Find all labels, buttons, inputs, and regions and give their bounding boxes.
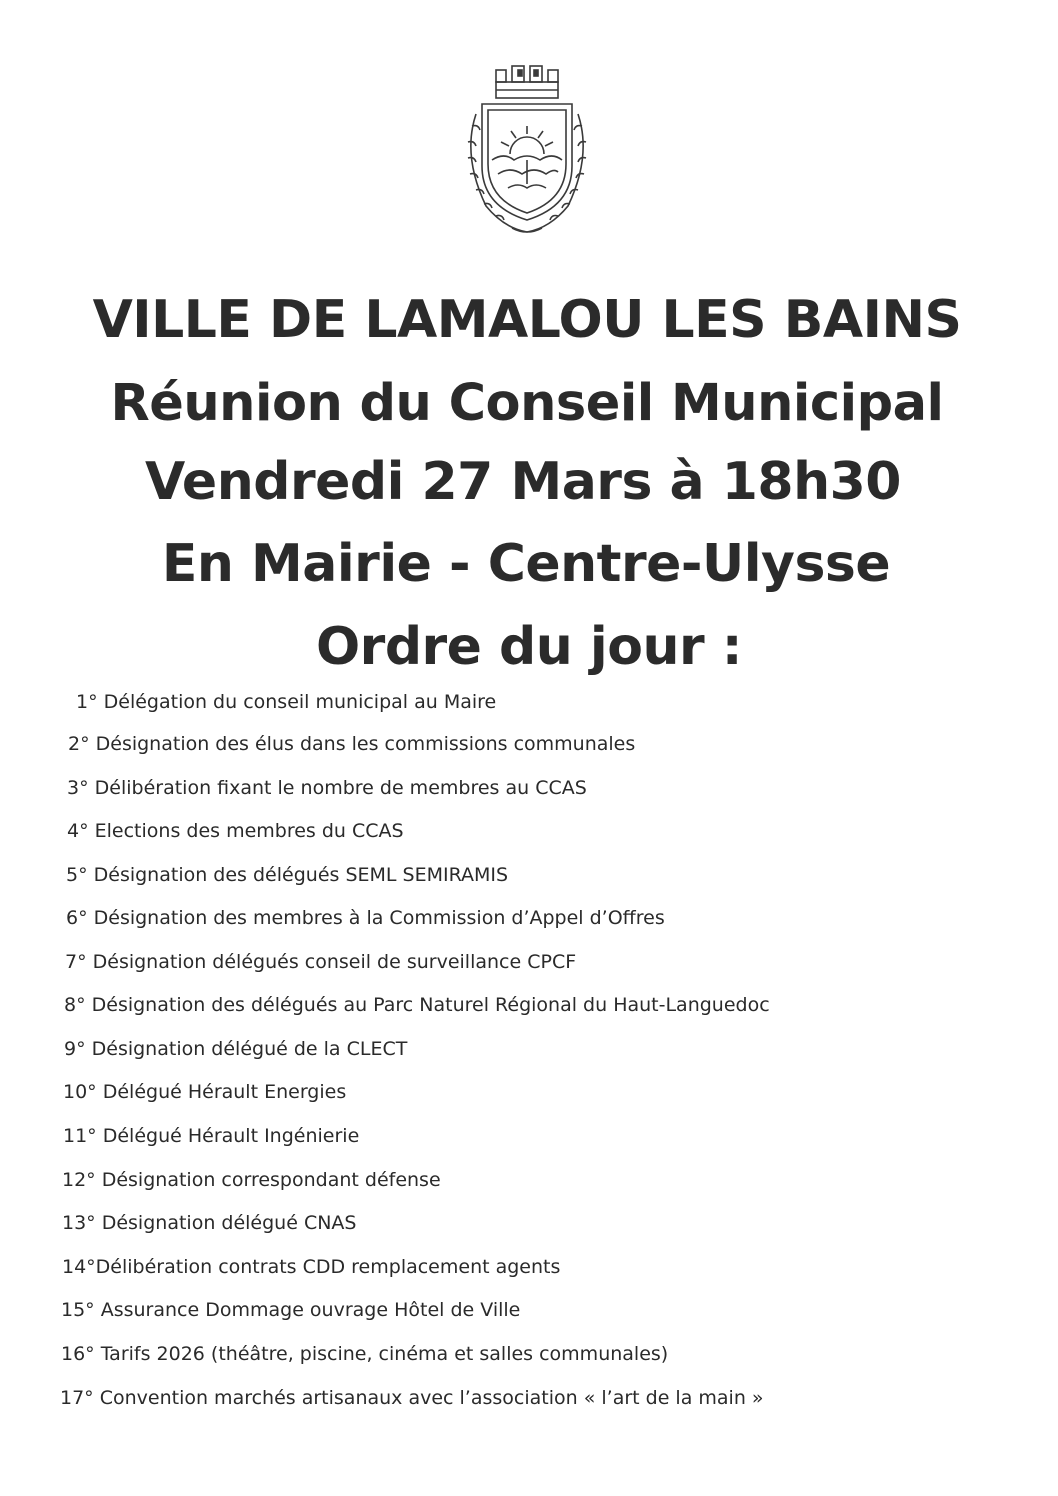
agenda-item: 10° Délégué Hérault Energies [63,1081,347,1103]
agenda-item: 16° Tarifs 2026 (théâtre, piscine, cinéma et salles communales) [61,1343,669,1365]
agenda-item: 9° Désignation délégué de la CLECT [64,1038,408,1060]
town-title: VILLE DE LAMALOU LES BAINS [92,290,962,350]
coat-of-arms-icon [452,56,602,238]
agenda-heading: Ordre du jour : [315,617,743,677]
agenda-item: 5° Désignation des délégués SEML SEMIRAMIS [66,864,509,886]
agenda-item: 7° Désignation délégués conseil de surveillance CPCF [65,951,577,973]
meeting-title: Réunion du Conseil Municipal [110,374,944,433]
meeting-date-time: Vendredi 27 Mars à 18h30 [145,452,901,512]
agenda-item: 11° Délégué Hérault Ingénierie [63,1125,360,1147]
agenda-item: 4° Elections des membres du CCAS [67,820,404,842]
agenda-item: 2° Désignation des élus dans les commissions communales [68,733,636,755]
agenda-item: 13° Désignation délégué CNAS [62,1212,357,1234]
agenda-item: 12° Désignation correspondant défense [62,1169,441,1191]
agenda-item: 8° Désignation des délégués au Parc Naturel Régional du Haut-Languedoc [64,994,770,1016]
agenda-item: 17° Convention marchés artisanaux avec l’association « l’art de la main » [60,1387,764,1409]
meeting-location: En Mairie - Centre-Ulysse [161,534,891,594]
agenda-item: 3° Délibération fixant le nombre de membres au CCAS [67,777,587,799]
agenda-item: 6° Désignation des membres à la Commission d’Appel d’Offres [66,907,665,929]
agenda-item: 14°Délibération contrats CDD remplacement agents [62,1256,561,1278]
agenda-item: 1° Délégation du conseil municipal au Maire [76,691,497,713]
agenda-item: 15° Assurance Dommage ouvrage Hôtel de Ville [61,1299,521,1321]
